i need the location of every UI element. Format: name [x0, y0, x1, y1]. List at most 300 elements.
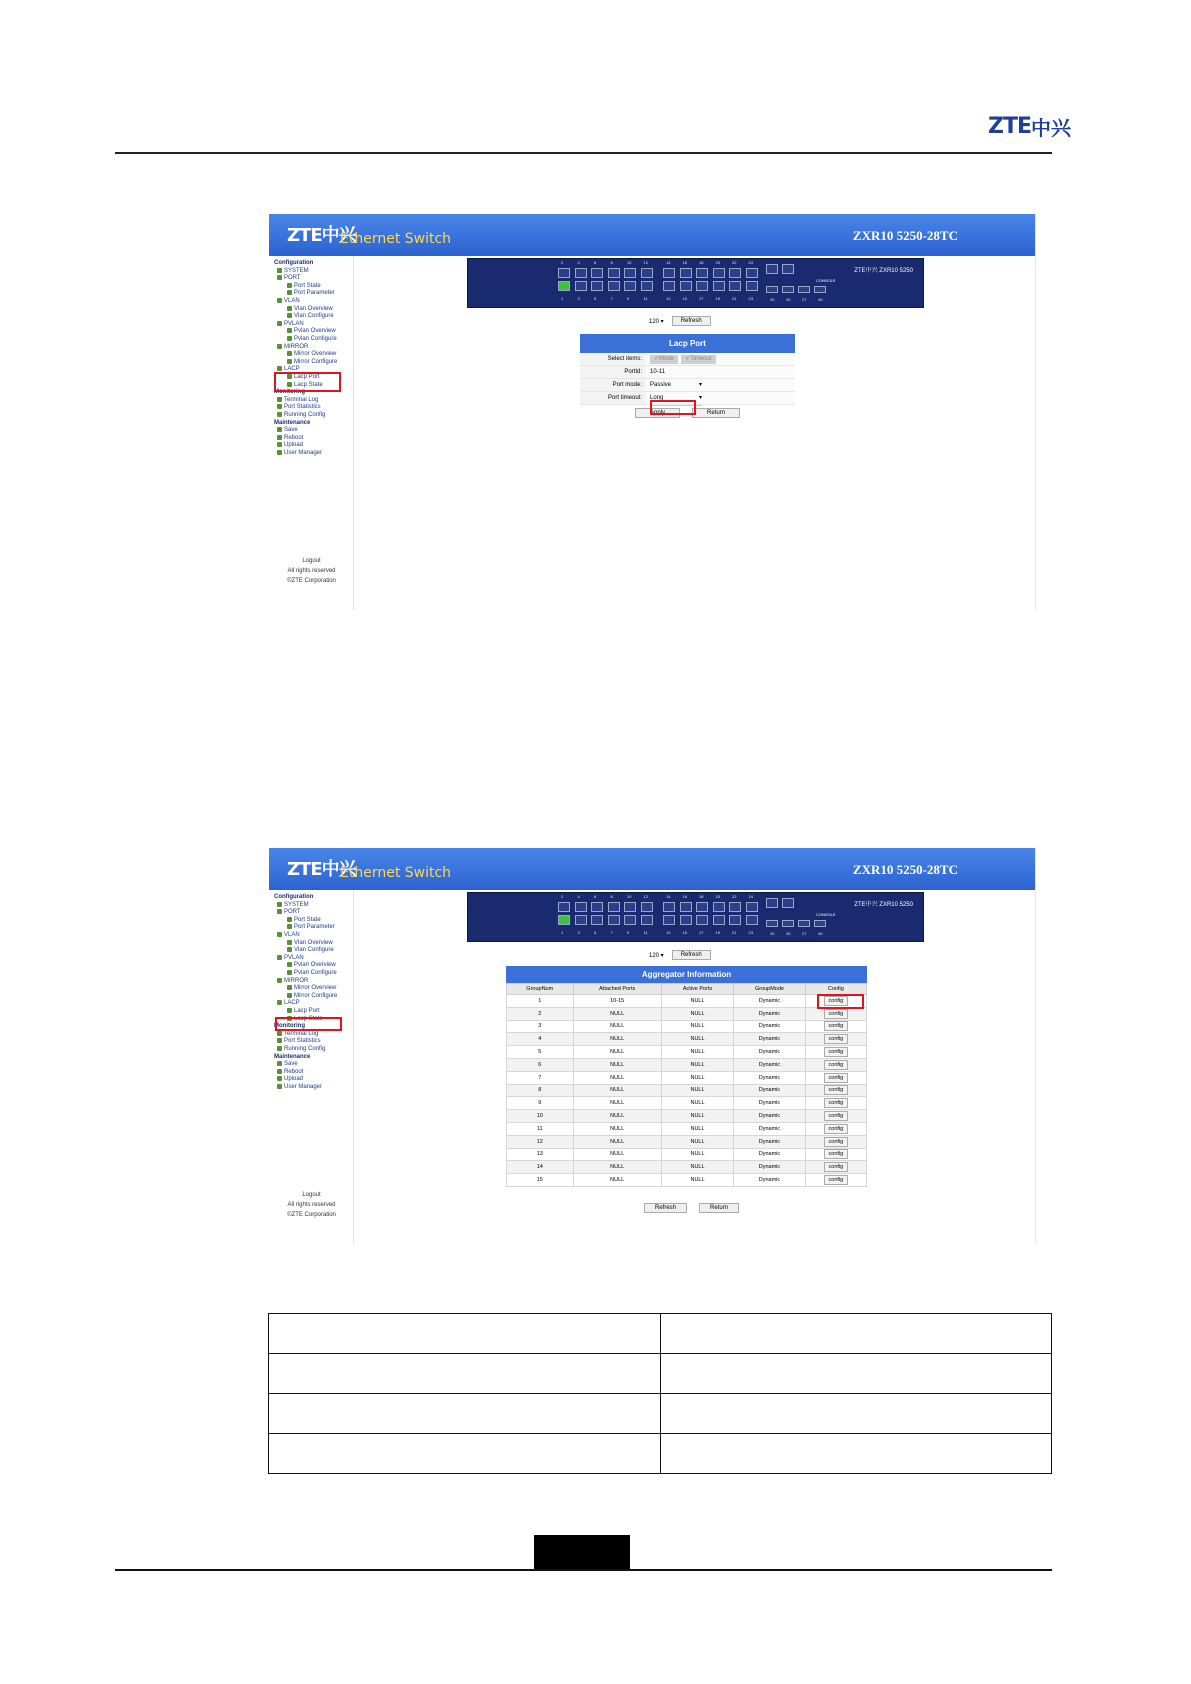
table-cell: Dynamic: [734, 1007, 806, 1020]
sidebar-item-mirror-configure[interactable]: Mirror Configure: [287, 993, 337, 1000]
folder-icon: [287, 283, 292, 288]
apply-button[interactable]: Apply: [635, 408, 680, 418]
portid-row: [580, 366, 795, 379]
sidebar-item-lacp-port[interactable]: Lacp Port: [287, 1008, 320, 1015]
ethernet-port[interactable]: [624, 281, 636, 291]
return-button[interactable]: Return: [692, 408, 740, 418]
sidebar-item-lacp-state[interactable]: Lacp State: [287, 382, 323, 389]
ethernet-port[interactable]: [624, 268, 636, 278]
port-number: 19: [715, 296, 720, 301]
port-number: 4: [577, 894, 580, 899]
app-logo: ZTE中兴: [287, 859, 356, 880]
sidebar-item-user-manager[interactable]: User Manager: [277, 1084, 322, 1091]
switch-panel: [467, 258, 924, 308]
folder-icon: [277, 404, 282, 409]
table-cell: NULL: [661, 1097, 733, 1110]
sidebar-item-running-config[interactable]: Running Config: [277, 1046, 325, 1053]
sidebar-item-pvlan-overview[interactable]: Pvlan Overview: [287, 962, 336, 969]
port-number: 16: [682, 260, 687, 265]
ethernet-port[interactable]: [558, 281, 570, 291]
table-cell: NULL: [661, 1033, 733, 1046]
folder-icon: [277, 321, 282, 326]
sidebar-item-mirror-overview[interactable]: Mirror Overview: [287, 351, 336, 358]
table-cell: NULL: [661, 1020, 733, 1033]
column-header: Attached Ports: [573, 984, 661, 995]
console-label: CONSOLE: [816, 912, 836, 917]
config-button[interactable]: config: [824, 1021, 849, 1031]
sidebar-item-mirror[interactable]: MIRROR: [277, 978, 308, 985]
ethernet-port[interactable]: [696, 915, 708, 925]
sidebar-item-save[interactable]: Save: [277, 427, 298, 434]
logo-chinese: 中兴: [1031, 115, 1071, 140]
table-cell: Dynamic: [734, 1097, 806, 1110]
config-cell: [805, 1110, 866, 1123]
port-number: 28: [818, 931, 823, 936]
port-number: 9: [627, 930, 630, 935]
sfp-port[interactable]: [782, 920, 794, 927]
folder-icon: [277, 955, 282, 960]
table-cell: 6: [507, 1058, 574, 1071]
table-cell: NULL: [661, 1007, 733, 1020]
table-row: [507, 1148, 867, 1161]
column-header: Active Ports: [661, 984, 733, 995]
config-button[interactable]: config: [824, 1149, 849, 1159]
footer-logout[interactable]: Logout: [302, 1192, 321, 1198]
folder-icon: [277, 1038, 282, 1043]
table-cell: NULL: [573, 1033, 661, 1046]
sidebar-item-port-state[interactable]: Port State: [287, 283, 321, 290]
sfp-port[interactable]: [798, 286, 810, 293]
sfp-port[interactable]: [814, 286, 826, 293]
port-number: 25: [770, 297, 775, 302]
sidebar-item-pvlan-overview[interactable]: Pvlan Overview: [287, 328, 336, 335]
folder-icon: [277, 397, 282, 402]
table-row: [507, 1097, 867, 1110]
sidebar-item-port-statistics[interactable]: Port Statistics: [277, 1038, 321, 1045]
sidebar-item-system[interactable]: SYSTEM: [277, 902, 309, 909]
port-number: 3: [577, 296, 580, 301]
folder-icon: [287, 359, 292, 364]
config-button[interactable]: config: [824, 1111, 849, 1121]
ethernet-port[interactable]: [680, 281, 692, 291]
table-cell: NULL: [573, 1135, 661, 1148]
port-number: 1: [561, 296, 564, 301]
sidebar-item-pvlan[interactable]: PVLAN: [277, 321, 304, 328]
table-cell: 13: [507, 1148, 574, 1161]
port-number: 13: [666, 296, 671, 301]
sidebar-item-save[interactable]: Save: [277, 1061, 298, 1068]
table-row: [507, 1161, 867, 1174]
folder-icon: [287, 306, 292, 311]
sidebar-item-port[interactable]: PORT: [277, 275, 301, 282]
folder-icon: [277, 902, 282, 907]
console-label: CONSOLE: [816, 278, 836, 283]
port-number: 22: [732, 260, 737, 265]
aggregator-refresh-button[interactable]: Refresh: [644, 1203, 687, 1213]
port-number: 2: [561, 894, 564, 899]
table-cell: Dynamic: [734, 1020, 806, 1033]
folder-icon: [287, 970, 292, 975]
table-cell: 3: [507, 1020, 574, 1033]
sidebar-item-port-parameter[interactable]: Port Parameter: [287, 924, 335, 931]
ethernet-port[interactable]: [729, 915, 741, 925]
table-cell: NULL: [573, 1122, 661, 1135]
app-logo: ZTE中兴: [287, 225, 356, 246]
sfp-port[interactable]: [766, 920, 778, 927]
sidebar-item-terminal-log[interactable]: Terminal Log: [277, 397, 318, 404]
ethernet-port[interactable]: [663, 268, 675, 278]
sidebar-item-vlan-configure[interactable]: Vlan Configure: [287, 313, 334, 320]
ethernet-port[interactable]: [663, 915, 675, 925]
ethernet-port[interactable]: [558, 915, 570, 925]
port-number: 17: [699, 930, 704, 935]
ethernet-port[interactable]: [575, 915, 587, 925]
app-banner: [269, 214, 1036, 256]
footer-rights: All rights reserved: [287, 568, 336, 574]
sidebar-item-reboot[interactable]: Reboot: [277, 435, 303, 442]
table-cell: NULL: [573, 1071, 661, 1084]
sfp-port[interactable]: [798, 920, 810, 927]
sidebar-item-vlan-overview[interactable]: Vlan Overview: [287, 940, 333, 947]
refresh-interval-select[interactable]: 120 ▾: [649, 318, 664, 325]
sidebar-item-reboot[interactable]: Reboot: [277, 1069, 303, 1076]
port-number: 26: [786, 931, 791, 936]
highlight-box: [650, 400, 696, 415]
ethernet-port[interactable]: [746, 268, 758, 278]
table-row: [507, 1110, 867, 1123]
select-items-row: [580, 353, 795, 366]
folder-icon: [277, 275, 282, 280]
table-cell: NULL: [573, 1148, 661, 1161]
config-cell: [805, 1135, 866, 1148]
sidebar-item-vlan-configure[interactable]: Vlan Configure: [287, 947, 334, 954]
ethernet-port[interactable]: [680, 915, 692, 925]
config-button[interactable]: config: [824, 1060, 849, 1070]
sidebar-item-pvlan[interactable]: PVLAN: [277, 955, 304, 962]
ethernet-port[interactable]: [746, 915, 758, 925]
config-button[interactable]: config: [824, 1137, 849, 1147]
port-timeout-select[interactable]: Long ▾: [650, 392, 702, 406]
folder-icon: [287, 940, 292, 945]
sidebar-item-user-manager[interactable]: User Manager: [277, 450, 322, 457]
panel-label: ZTE中兴 ZXR10 5250: [854, 268, 913, 274]
header-rule: [115, 152, 1052, 154]
table-cell: NULL: [661, 1046, 733, 1059]
ethernet-port[interactable]: [641, 281, 653, 291]
config-cell: [805, 1122, 866, 1135]
ethernet-port[interactable]: [713, 268, 725, 278]
table-cell: NULL: [661, 1071, 733, 1084]
folder-icon: [277, 909, 282, 914]
port-number: 22: [732, 894, 737, 899]
footer-corp: ©ZTE Corporation: [287, 1212, 336, 1218]
table-cell: 5: [507, 1046, 574, 1059]
port-number: 25: [770, 931, 775, 936]
ethernet-port[interactable]: [575, 902, 587, 912]
port-number: 27: [802, 297, 807, 302]
folder-icon: [287, 336, 292, 341]
column-header: GroupNum: [507, 984, 574, 995]
port-number: 12: [643, 894, 648, 899]
sidebar-item-upload[interactable]: Upload: [277, 442, 303, 449]
form-title: Lacp Port: [580, 334, 795, 353]
ethernet-port[interactable]: [608, 281, 620, 291]
aggregator-table: [506, 983, 867, 1187]
table-cell: NULL: [573, 1007, 661, 1020]
app-banner: [269, 848, 1036, 890]
config-cell: [805, 1058, 866, 1071]
port-number: 20: [715, 260, 720, 265]
sidebar-item-configuration: Configuration: [274, 260, 314, 266]
ethernet-port[interactable]: [729, 268, 741, 278]
page-number-tab: [534, 1535, 630, 1570]
folder-icon: [277, 442, 282, 447]
sidebar-item-lacp-port[interactable]: Lacp Port: [287, 374, 320, 381]
port-number: 3: [577, 930, 580, 935]
folder-icon: [287, 917, 292, 922]
table-cell: Dynamic: [734, 1033, 806, 1046]
app-title: Ethernet Switch: [340, 231, 452, 247]
ethernet-port[interactable]: [729, 281, 741, 291]
sfp-port[interactable]: [814, 920, 826, 927]
ethernet-port[interactable]: [624, 902, 636, 912]
sidebar-item-terminal-log[interactable]: Terminal Log: [277, 1031, 318, 1038]
ethernet-port[interactable]: [575, 268, 587, 278]
logo-latin: ZTE: [988, 113, 1031, 139]
ethernet-port[interactable]: [558, 902, 570, 912]
table-cell: Dynamic: [734, 1135, 806, 1148]
refresh-button[interactable]: Refresh: [672, 950, 711, 960]
select-items-label: Select items:: [607, 356, 642, 362]
folder-icon: [287, 985, 292, 990]
table-cell: 7: [507, 1071, 574, 1084]
config-button[interactable]: config: [824, 1085, 849, 1095]
ethernet-port[interactable]: [641, 915, 653, 925]
footer-logout[interactable]: Logout: [302, 558, 321, 564]
folder-icon: [277, 450, 282, 455]
port-number: 15: [682, 296, 687, 301]
sidebar-item-vlan[interactable]: VLAN: [277, 298, 300, 305]
table-row: [507, 1046, 867, 1059]
table-row: [507, 1033, 867, 1046]
port-number: 23: [748, 930, 753, 935]
ethernet-port[interactable]: [680, 902, 692, 912]
combo-port[interactable]: [766, 264, 778, 274]
table-cell: Dynamic: [734, 1058, 806, 1071]
table-cell: NULL: [661, 1161, 733, 1174]
sidebar-item-maintenance: Maintenance: [274, 1053, 311, 1060]
ethernet-port[interactable]: [558, 268, 570, 278]
table-cell: 4: [507, 1033, 574, 1046]
port-number: 4: [577, 260, 580, 265]
folder-icon: [287, 313, 292, 318]
sidebar-item-pvlan-configure[interactable]: Pvlan Configure: [287, 336, 337, 343]
port-number: 19: [715, 930, 720, 935]
table-cell: NULL: [661, 1135, 733, 1148]
ethernet-port[interactable]: [641, 268, 653, 278]
ethernet-port[interactable]: [696, 268, 708, 278]
panel-label: ZTE中兴 ZXR10 5250: [854, 902, 913, 908]
mode-checkbox[interactable]: ✓Mode: [650, 355, 678, 364]
sidebar-item-system[interactable]: SYSTEM: [277, 268, 309, 275]
table-cell: Dynamic: [734, 995, 806, 1008]
sfp-port[interactable]: [766, 286, 778, 293]
table-row: [507, 1007, 867, 1020]
folder-icon: [277, 978, 282, 983]
sidebar-item-port-state[interactable]: Port State: [287, 917, 321, 924]
folder-icon: [277, 427, 282, 432]
folder-icon: [277, 1031, 282, 1036]
config-button[interactable]: config: [824, 1098, 849, 1108]
refresh-interval-select[interactable]: 120 ▾: [649, 952, 664, 959]
port-number: 9: [627, 296, 630, 301]
config-button[interactable]: config: [824, 1175, 849, 1185]
ethernet-port[interactable]: [591, 915, 603, 925]
ethernet-port[interactable]: [608, 915, 620, 925]
table-cell: 15: [507, 1174, 574, 1187]
table-row: [507, 1174, 867, 1187]
aggregator-return-button[interactable]: Return: [699, 1203, 739, 1213]
sfp-port[interactable]: [782, 286, 794, 293]
port-number: 14: [666, 894, 671, 899]
combo-port[interactable]: [782, 264, 794, 274]
folder-icon: [277, 1076, 282, 1081]
ethernet-port[interactable]: [746, 902, 758, 912]
folder-icon: [277, 932, 282, 937]
table-cell: NULL: [661, 995, 733, 1008]
refresh-button[interactable]: Refresh: [672, 316, 711, 326]
ethernet-port[interactable]: [591, 268, 603, 278]
sidebar-item-port-statistics[interactable]: Port Statistics: [277, 404, 321, 411]
port-number: 5: [594, 296, 597, 301]
sidebar-item-mirror-configure[interactable]: Mirror Configure: [287, 359, 337, 366]
ethernet-port[interactable]: [746, 281, 758, 291]
table-row: [507, 1020, 867, 1033]
table-cell: NULL: [573, 1174, 661, 1187]
table-cell: NULL: [573, 1084, 661, 1097]
port-number: 10: [627, 260, 632, 265]
table-row: [507, 1084, 867, 1097]
ethernet-port[interactable]: [608, 268, 620, 278]
port-mode-select[interactable]: Passive ▾: [650, 379, 702, 393]
table-cell: 12: [507, 1135, 574, 1148]
table-cell: 2: [507, 1007, 574, 1020]
folder-icon: [287, 351, 292, 356]
config-button[interactable]: config: [824, 1073, 849, 1083]
footer-rights: All rights reserved: [287, 1202, 336, 1208]
ethernet-port[interactable]: [608, 902, 620, 912]
port-number: 20: [715, 894, 720, 899]
config-button[interactable]: config: [824, 1034, 849, 1044]
sidebar-item-vlan-overview[interactable]: Vlan Overview: [287, 306, 333, 313]
zte-logo: [988, 112, 1071, 140]
port-number: 21: [732, 930, 737, 935]
folder-icon: [287, 924, 292, 929]
ethernet-port[interactable]: [713, 915, 725, 925]
combo-port[interactable]: [766, 898, 778, 908]
ethernet-port[interactable]: [729, 902, 741, 912]
port-number: 27: [802, 931, 807, 936]
port-number: 6: [594, 894, 597, 899]
port-number: 7: [610, 296, 613, 301]
table-cell: 10-15: [573, 995, 661, 1008]
column-header: GroupMode: [734, 984, 806, 995]
port-number: 24: [748, 260, 753, 265]
folder-icon: [277, 1069, 282, 1074]
sidebar-item-upload[interactable]: Upload: [277, 1076, 303, 1083]
table-cell: 14: [507, 1161, 574, 1174]
config-button[interactable]: config: [824, 1162, 849, 1172]
config-cell: [805, 1033, 866, 1046]
sidebar-item-pvlan-configure[interactable]: Pvlan Configure: [287, 970, 337, 977]
timeout-checkbox[interactable]: ✓Timeout: [681, 355, 715, 364]
sidebar-item-lacp[interactable]: LACP: [277, 366, 300, 373]
screenshot-aggregator: [269, 848, 1036, 1244]
port-number: 16: [682, 894, 687, 899]
ethernet-port[interactable]: [591, 281, 603, 291]
table-cell: 1: [507, 995, 574, 1008]
port-number: 1: [561, 930, 564, 935]
table-cell: Dynamic: [734, 1174, 806, 1187]
table-cell: 10: [507, 1110, 574, 1123]
footer-rule: [115, 1569, 1052, 1571]
sidebar-item-mirror-overview[interactable]: Mirror Overview: [287, 985, 336, 992]
ethernet-port[interactable]: [713, 281, 725, 291]
ethernet-port[interactable]: [663, 902, 675, 912]
ethernet-port[interactable]: [663, 281, 675, 291]
ethernet-port[interactable]: [624, 915, 636, 925]
config-button[interactable]: config: [824, 996, 849, 1006]
aggregator-panel: [506, 966, 867, 1187]
table-cell: Dynamic: [734, 1122, 806, 1135]
portid-field[interactable]: 10-11: [646, 366, 795, 378]
sidebar-item-mirror[interactable]: MIRROR: [277, 344, 308, 351]
ethernet-port[interactable]: [575, 281, 587, 291]
sidebar-item-monitoring: Monitoring: [274, 1023, 305, 1030]
table-cell: NULL: [661, 1110, 733, 1123]
combo-port[interactable]: [782, 898, 794, 908]
port-number: 13: [666, 930, 671, 935]
ethernet-port[interactable]: [591, 902, 603, 912]
port-number: 15: [682, 930, 687, 935]
sidebar-item-running-config[interactable]: Running Config: [277, 412, 325, 419]
config-cell: [805, 1161, 866, 1174]
sidebar-item-port-parameter[interactable]: Port Parameter: [287, 290, 335, 297]
ethernet-port[interactable]: [696, 902, 708, 912]
sidebar-item-lacp-state[interactable]: Lacp State: [287, 1016, 323, 1023]
sidebar-item-lacp[interactable]: LACP: [277, 1000, 300, 1007]
table-cell: NULL: [573, 1110, 661, 1123]
config-button[interactable]: config: [824, 1124, 849, 1134]
ethernet-port[interactable]: [696, 281, 708, 291]
sidebar-item-port[interactable]: PORT: [277, 909, 301, 916]
ethernet-port[interactable]: [641, 902, 653, 912]
port-number: 2: [561, 260, 564, 265]
sidebar-item-monitoring: Monitoring: [274, 389, 305, 396]
ethernet-port[interactable]: [713, 902, 725, 912]
config-cell: [805, 1007, 866, 1020]
ethernet-port[interactable]: [680, 268, 692, 278]
config-button[interactable]: config: [824, 1047, 849, 1057]
config-button[interactable]: config: [824, 1009, 849, 1019]
sidebar-item-vlan[interactable]: VLAN: [277, 932, 300, 939]
port-mode-row: [580, 379, 795, 392]
device-model: ZXR10 5250-28TC: [852, 862, 958, 877]
config-cell: [805, 1084, 866, 1097]
port-timeout-label: Port timeout:: [607, 395, 642, 401]
port-number: 11: [643, 930, 648, 935]
folder-icon: [287, 1008, 292, 1013]
